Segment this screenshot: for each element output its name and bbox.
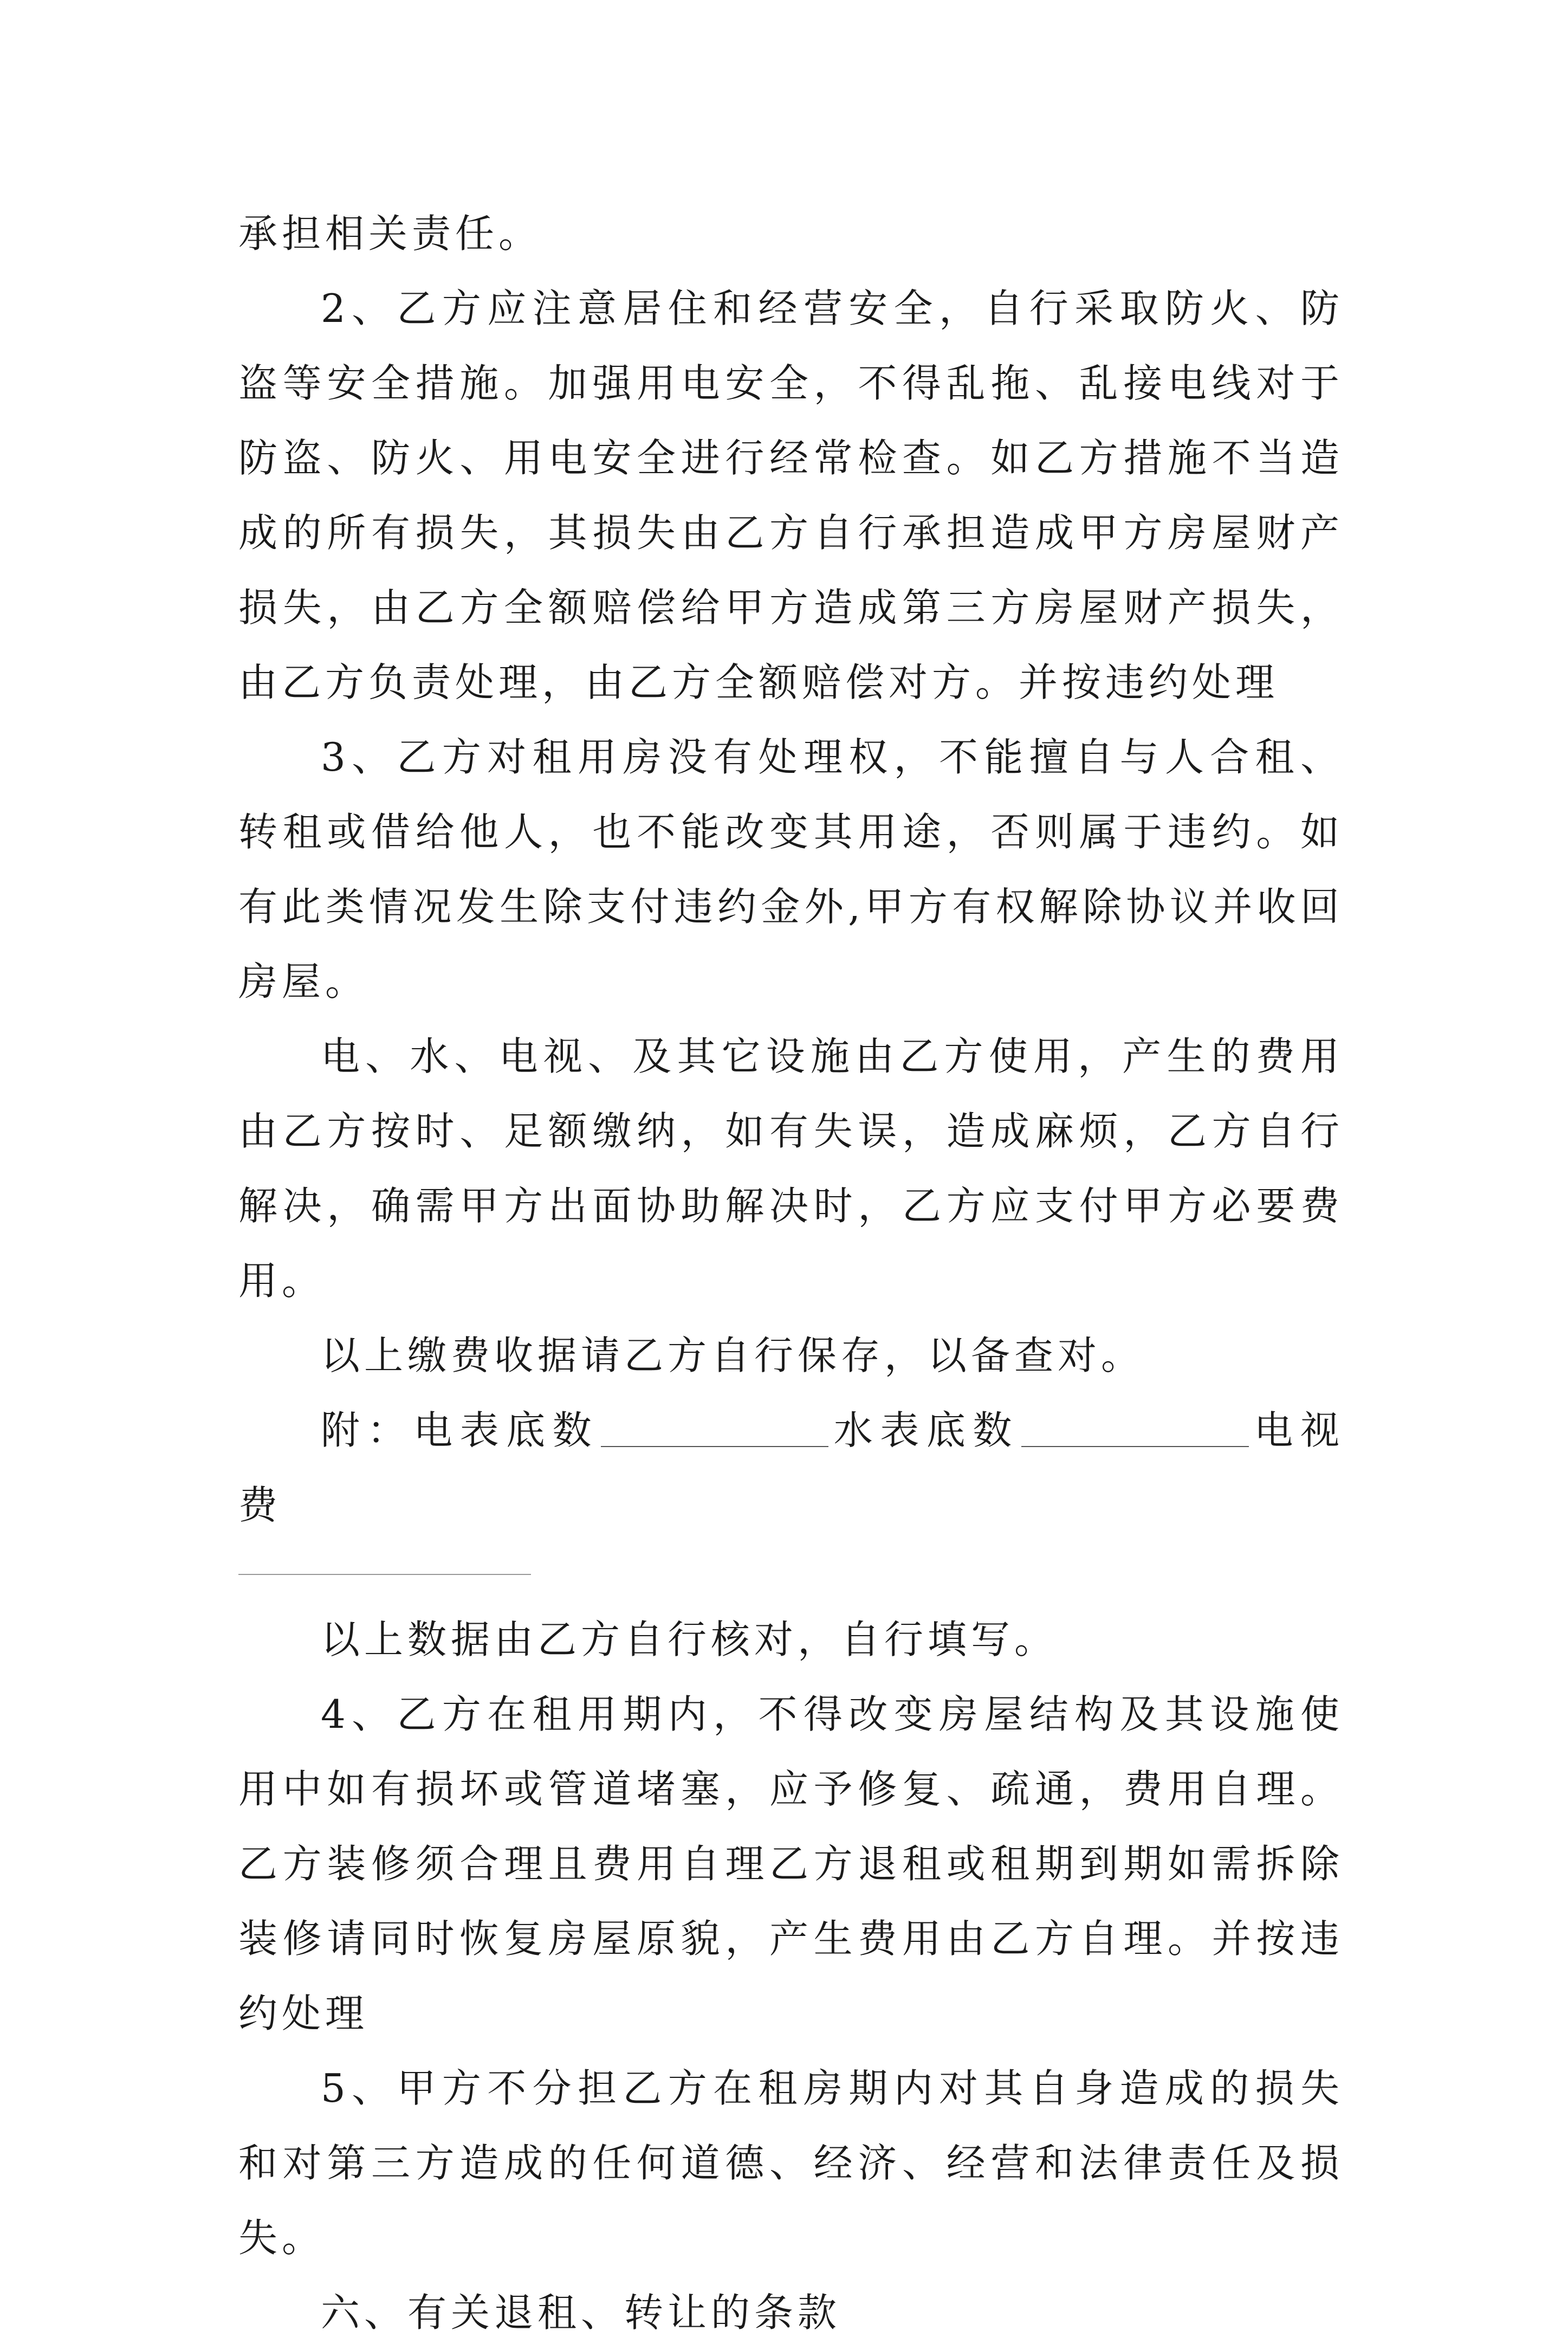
receipts-paragraph: 以上缴费收据请乙方自行保存，以备查对。 — [321, 1333, 1145, 1378]
electric-meter-blank[interactable] — [601, 1411, 828, 1447]
tv-fee-blank-line[interactable] — [238, 1574, 531, 1575]
clause-5-liability: 5、甲方不分担乙方在租房期内对其自身造成的损失和对第三方造成的任何道德、经济、经营和法律责任及损失。 — [238, 2065, 1344, 2261]
clause-4-structure: 4、乙方在租用期内，不得改变房屋结构及其设施使用中如有损坏或管道堵塞，应予修复、疏通，费用自理。乙方装修须合理且费用自理乙方退租或租期到期如需拆除装修请同时恢复房屋原貌，产生费用由乙方自理。并按违约处理 — [238, 1692, 1344, 2036]
section-6-heading: 六、有关退租、转让的条款 — [321, 2290, 841, 2335]
clause-2-safety: 2、乙方应注意居住和经营安全，自行采取防火、防盗等安全措施。加强用电安全，不得乱拖、乱接电线对于防盗、防火、用电安全进行经常检查。如乙方措施不当造成的所有损失，其损失由乙方自行承担造成甲方房屋财产损失，由乙方全额赔偿给甲方造成第三方房屋财产损失，由乙方负责处理，由乙方全额赔偿对方。并按违约处理 — [238, 286, 1344, 705]
paragraph-continuation: 承担相关责任。 — [238, 211, 542, 256]
utilities-paragraph: 电、水、电视、及其它设施由乙方使用，产生的费用由乙方按时、足额缴纳，如有失误，造成麻烦，乙方自行解决，确需甲方出面协助解决时，乙方应支付甲方必要费用。 — [238, 1034, 1344, 1303]
document-body — [238, 196, 1344, 2350]
clause-3-sublet: 3、乙方对租用房没有处理权，不能擅自与人合租、转租或借给他人，也不能改变其用途，否则属于违约。如有此类情况发生除支付违约金外,甲方有权解除协议并收回房屋。 — [238, 734, 1344, 1004]
meter-prefix-label: 附：电表底数 — [321, 1408, 599, 1453]
meter-readings-line — [238, 1393, 1344, 1542]
water-meter-blank[interactable] — [1021, 1411, 1249, 1447]
water-meter-label: 水表底数 — [831, 1408, 1019, 1453]
data-check-paragraph: 以上数据由乙方自行核对，自行填写。 — [321, 1617, 1058, 1662]
tv-fee-label: 电视费 — [238, 1408, 1344, 1528]
